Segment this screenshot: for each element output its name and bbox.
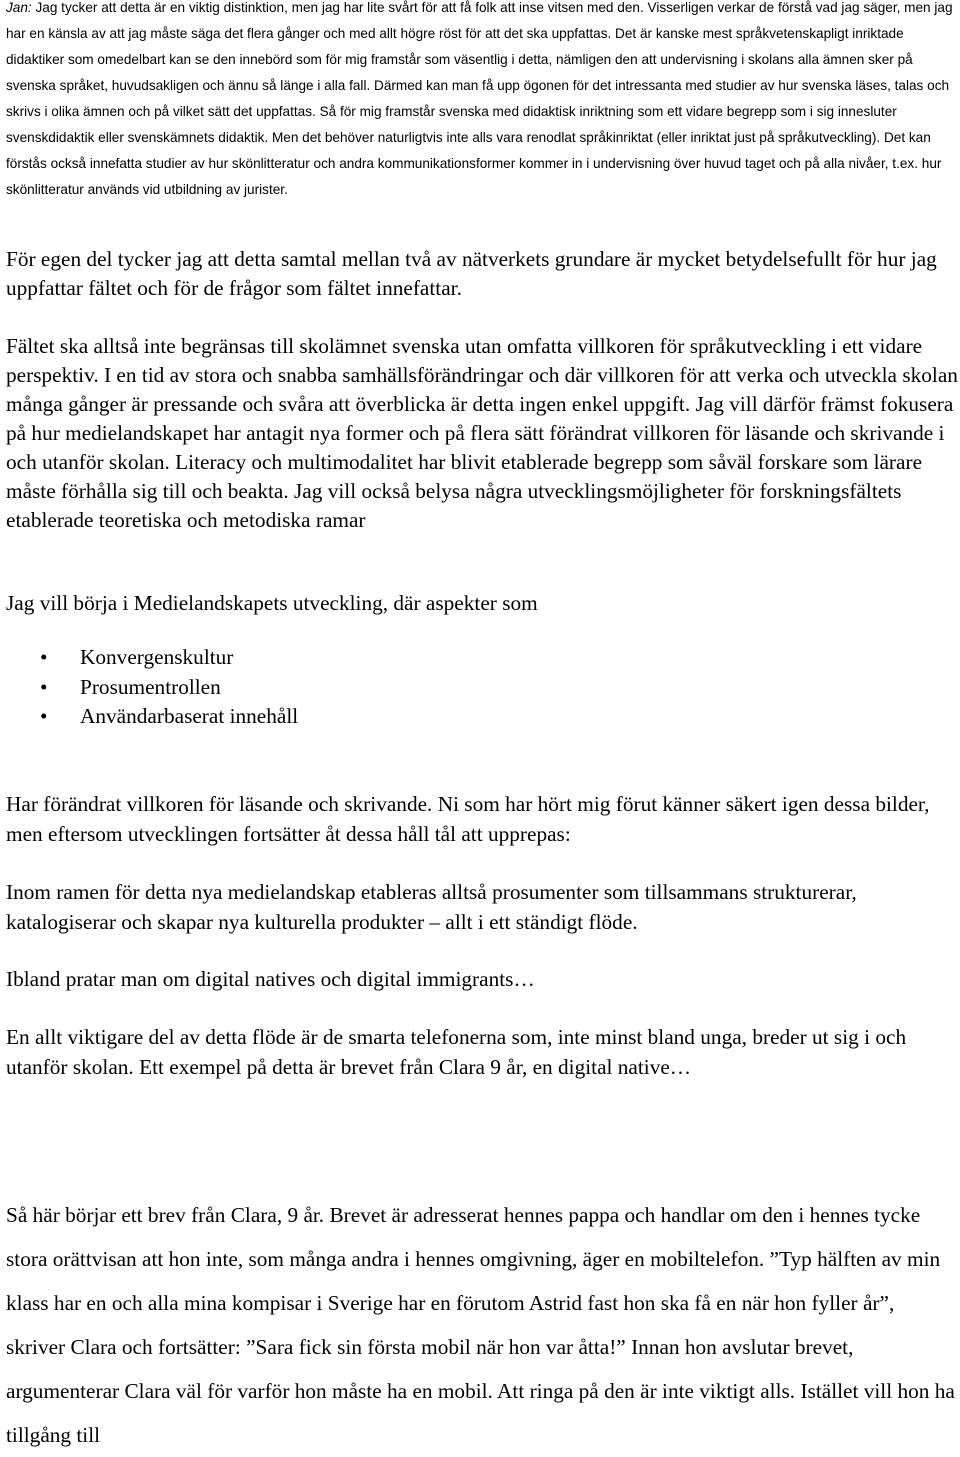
list-item: • Användarbaserat innehåll (6, 702, 298, 732)
body-paragraph: Jag vill börja i Medielandskapets utveckling, där aspekter som (6, 591, 538, 615)
quote-text: Jag tycker att detta är en viktig distinktion, men jag har lite svårt för att få folk att inse vitsen med den. Visserligen verkar de förstå vad jag säger, men jag har en känsla av att jag måste säga det flera gånger och med allt högre röst för att det ska uppfattas. Det är kanske mest språkvetenskapligt inriktade didaktiker som omedelbart kan se den innebörd som för mig framstår som väsentlig i detta, nämligen den att undervisning i skolans alla ämnen sker på svenska språket, huvudsakligen och ännu så länge i alla fall. Därmed kan man få upp ögonen för det intressanta med studier av hur svenska läses, talas och skrivs i olika ämnen och på vilket sätt det uppfattas. Så för mig framstår svenska med didaktisk inriktning som ett vidare begrepp som i sig innesluter svenskdidaktik eller svenskämnets didaktik. Men det behöver naturligtvis inte alls vara renodlat språkinriktat (eller inriktat just på språkutveckling). Det kan förstås också innefatta studier av hur skönlitteratur och andra kommunikationsformer kommer in i undervisning över huvud taget och på alla nivåer, t.ex. hur skönlitteratur används vid utbildning av jurister. (6, 0, 953, 197)
list-item: • Prosumentrollen (6, 673, 298, 703)
body-paragraph: För egen del tycker jag att detta samtal mellan två av nätverkets grundare är mycket betydelsefullt för hur jag uppfattar fältet och för de frågor som fältet innefattar. (6, 247, 937, 300)
list-item: • Konvergenskultur (6, 643, 298, 673)
body-paragraph: Ibland pratar man om digital natives och digital immigrants… (6, 967, 535, 991)
bullet-list (6, 643, 298, 732)
body-paragraph: Har förändrat villkoren för läsande och skrivande. Ni som har hört mig förut känner säkert igen dessa bilder, men eftersom utvecklingen fortsätter åt dessa håll tål att upprepas: (6, 792, 930, 846)
body-paragraph: Inom ramen för detta nya medielandskap etableras alltså prosumenter som tillsammans strukturerar, katalogiserar och skapar nya kulturella produkter – allt i ett ständigt flöde. (6, 880, 857, 934)
interview-quote (6, 0, 958, 203)
body-paragraph: Fältet ska alltså inte begränsas till skolämnet svenska utan omfatta villkoren för språkutveckling i ett vidare perspektiv. I en tid av stora och snabba samhällsförändringar och där villkoren för att verka och utveckla skolan många gånger är pressande och svåra att överblicka är detta ingen enkel uppgift. Jag vill därför främst fokusera på hur medielandskapet har antagit nya former och på flera sätt förändrat villkoren för läsande och skrivande i och utanför skolan. Literacy och multimodalitet har blivit etablerade begrepp som såväl forskare som lärare måste förhålla sig till och beakta. Jag vill också belysa några utvecklingsmöjligheter för forskningsfältets etablerade teoretiska och metodiska ramar (6, 334, 958, 532)
body-paragraph: En allt viktigare del av detta flöde är de smarta telefonerna som, inte minst bland unga, breder ut sig i och utanför skolan. Ett exempel på detta är brevet från Clara 9 år, en digital native… (6, 1025, 907, 1079)
body-paragraph: Så här börjar ett brev från Clara, 9 år. Brevet är adresserat hennes pappa och handlar om den i hennes tycke stora orättvisan att hon inte, som många andra i hennes omgivning, äger en mobiltelefon. ”Typ hälften av min klass har en och alla mina kompisar i Sverige har en förutom Astrid fast hon ska få en när hon fyller år”, skriver Clara och fortsätter: ”Sara fick sin första mobil när hon var åtta!” Innan hon avslutar brevet, argumenterar Clara väl för varför hon måste ha en mobil. Att ringa på den är inte viktigt alls. Istället vill hon ha tillgång till (6, 1203, 955, 1447)
speaker-label: Jan: (6, 0, 32, 15)
